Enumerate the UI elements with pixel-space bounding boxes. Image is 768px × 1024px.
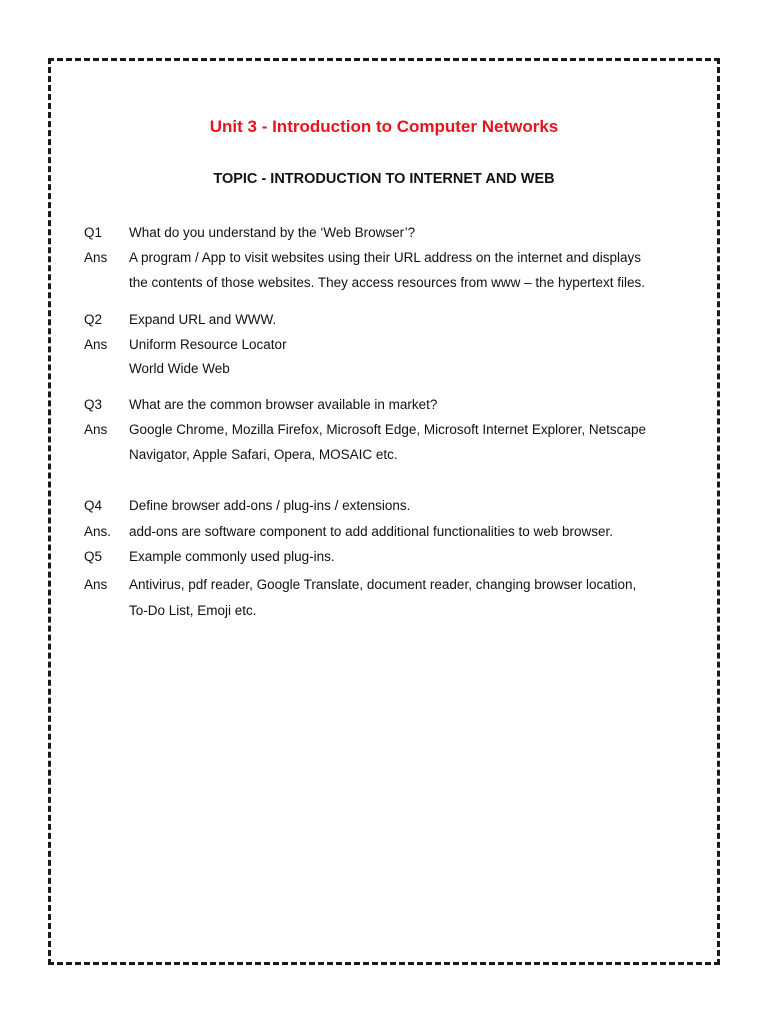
q2-question: Expand URL and WWW. xyxy=(129,312,277,327)
q3-answer-line-2: Navigator, Apple Safari, Opera, MOSAIC etc. xyxy=(129,447,398,462)
q2-answer-label: Ans xyxy=(84,337,108,352)
q3-label: Q3 xyxy=(84,397,103,412)
q5-answer-label: Ans xyxy=(84,577,108,592)
q5-label: Q5 xyxy=(84,549,103,564)
q3-answer-label: Ans xyxy=(84,422,108,437)
q1-answer-line-2: the contents of those websites. They access resources from www – the hypertext files. xyxy=(129,275,645,290)
q1-label: Q1 xyxy=(84,225,103,240)
q2-answer-line-1: Uniform Resource Locator xyxy=(129,337,287,352)
q3-answer-line-1: Google Chrome, Mozilla Firefox, Microsoft Edge, Microsoft Internet Explorer, Netscape xyxy=(129,422,646,437)
q4-label: Q4 xyxy=(84,498,103,513)
document-title: Unit 3 - Introduction to Computer Networks xyxy=(209,117,559,136)
topic-heading: TOPIC - INTRODUCTION TO INTERNET AND WEB xyxy=(213,171,555,187)
q1-answer-line-1: A program / App to visit websites using their URL address on the internet and displays xyxy=(129,250,642,265)
q4-question: Define browser add-ons / plug-ins / extensions. xyxy=(129,498,411,513)
q5-question: Example commonly used plug-ins. xyxy=(129,549,335,564)
q2-answer-line-2: World Wide Web xyxy=(129,361,230,376)
q4-answer-line-1: add-ons are software component to add additional functionalities to web browser. xyxy=(129,524,614,539)
q4-answer-label: Ans. xyxy=(84,524,112,539)
q5-answer-line-2: To-Do List, Emoji etc. xyxy=(129,603,257,618)
q1-question: What do you understand by the ‘Web Browser’? xyxy=(129,225,416,240)
q1-answer-label: Ans xyxy=(84,250,108,265)
q5-answer-line-1: Antivirus, pdf reader, Google Translate, document reader, changing browser location, xyxy=(129,577,637,592)
q3-question: What are the common browser available in market? xyxy=(129,397,438,412)
q2-label: Q2 xyxy=(84,312,103,327)
